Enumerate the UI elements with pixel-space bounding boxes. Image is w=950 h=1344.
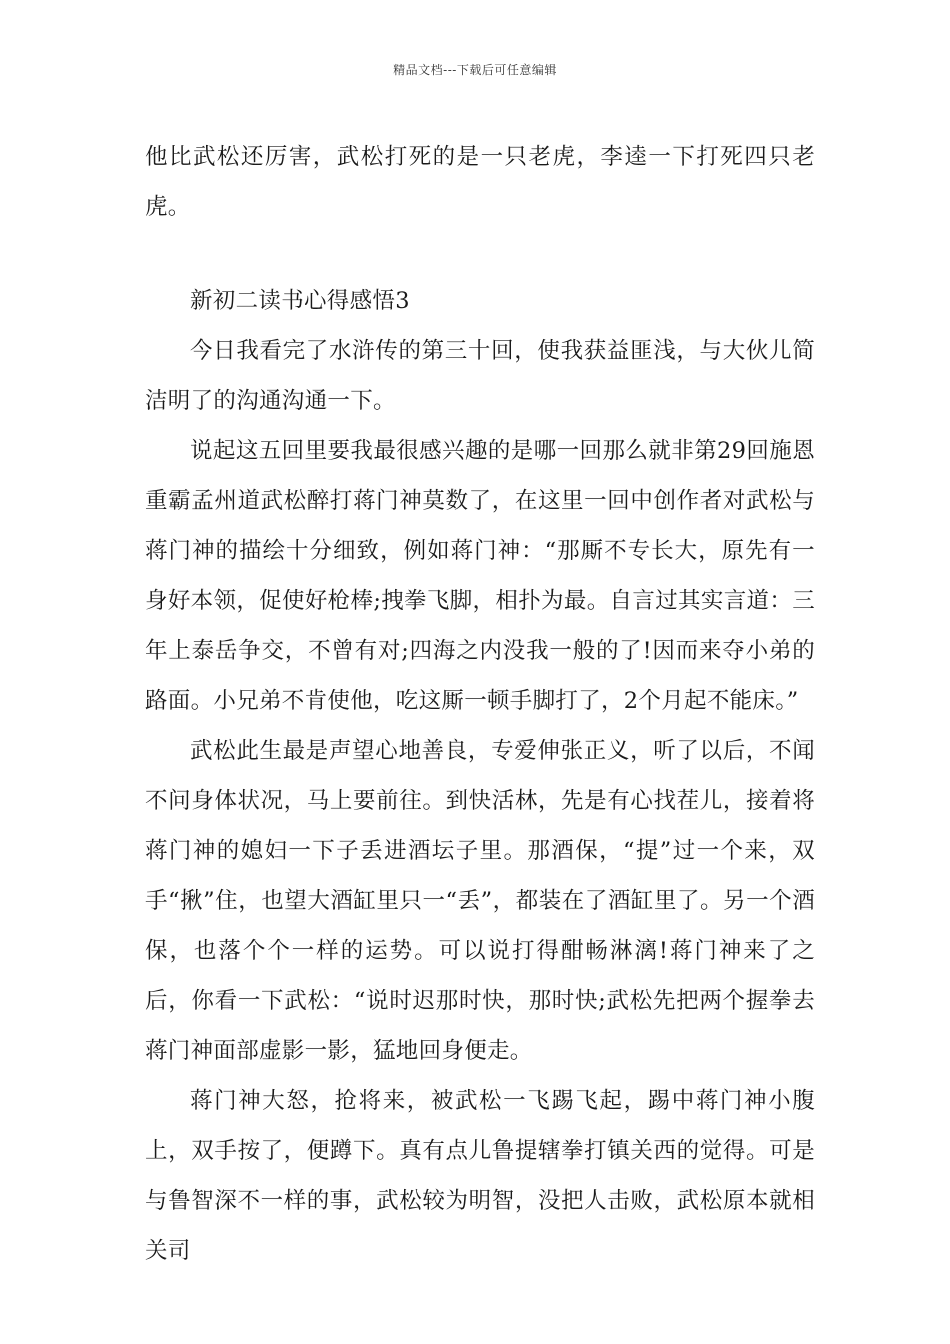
paragraph-4: 蒋门神大怒，抢将来，被武松一飞踢飞起，踢中蒋门神小腹上，双手按了，便蹲下。真有点儿鲁提辖拳打镇关西的觉得。可是与鲁智深不一样的事，武松较为明智，没把人击败，武松原本就相关司 <box>145 1088 815 1264</box>
section-title: 新初二读书心得感悟3 <box>190 288 410 314</box>
page-header: 精品文档---下载后可任意编辑 <box>393 63 557 77</box>
paragraph-1: 今日我看完了水浒传的第三十回，使我获益匪浅，与大伙儿简洁明了的沟通沟通一下。 <box>145 338 815 414</box>
paragraph-2: 说起这五回里要我最很感兴趣的是哪一回那么就非第29回施恩重霸孟州道武松醉打蒋门神莫数了，在这里一回中创作者对武松与蒋门神的描绘十分细致，例如蒋门神：“那厮不专长大，原先有一身好本领，促使好枪棒;拽拳飞脚，相扑为最。自言过其实言道：三年上泰岳争交，不曾有对;四海之内没我一般的了!因而来夺小弟的路面。小兄弟不肯使他，吃这厮一顿手脚打了，2个月起不能床。” <box>145 438 815 714</box>
continuation-paragraph: 他比武松还厉害，武松打死的是一只老虎，李逵一下打死四只老虎。 <box>145 144 815 220</box>
paragraph-3: 武松此生最是声望心地善良，专爱伸张正义，听了以后，不闻不问身体状况，马上要前往。到快活林，先是有心找茬儿，接着将蒋门神的媳妇一下子丢进酒坛子里。那酒保，“提”过一个来，双手“揪”住，也望大酒缸里只一“丢”，都装在了酒缸里了。另一个酒保，也落个个一样的运势。可以说打得酣畅淋漓!蒋门神来了之后，你看一下武松：“说时迟那时快，那时快;武松先把两个握拳去蒋门神面部虚影一影，猛地回身便走。 <box>145 738 815 1064</box>
document-body <box>145 132 815 1276</box>
